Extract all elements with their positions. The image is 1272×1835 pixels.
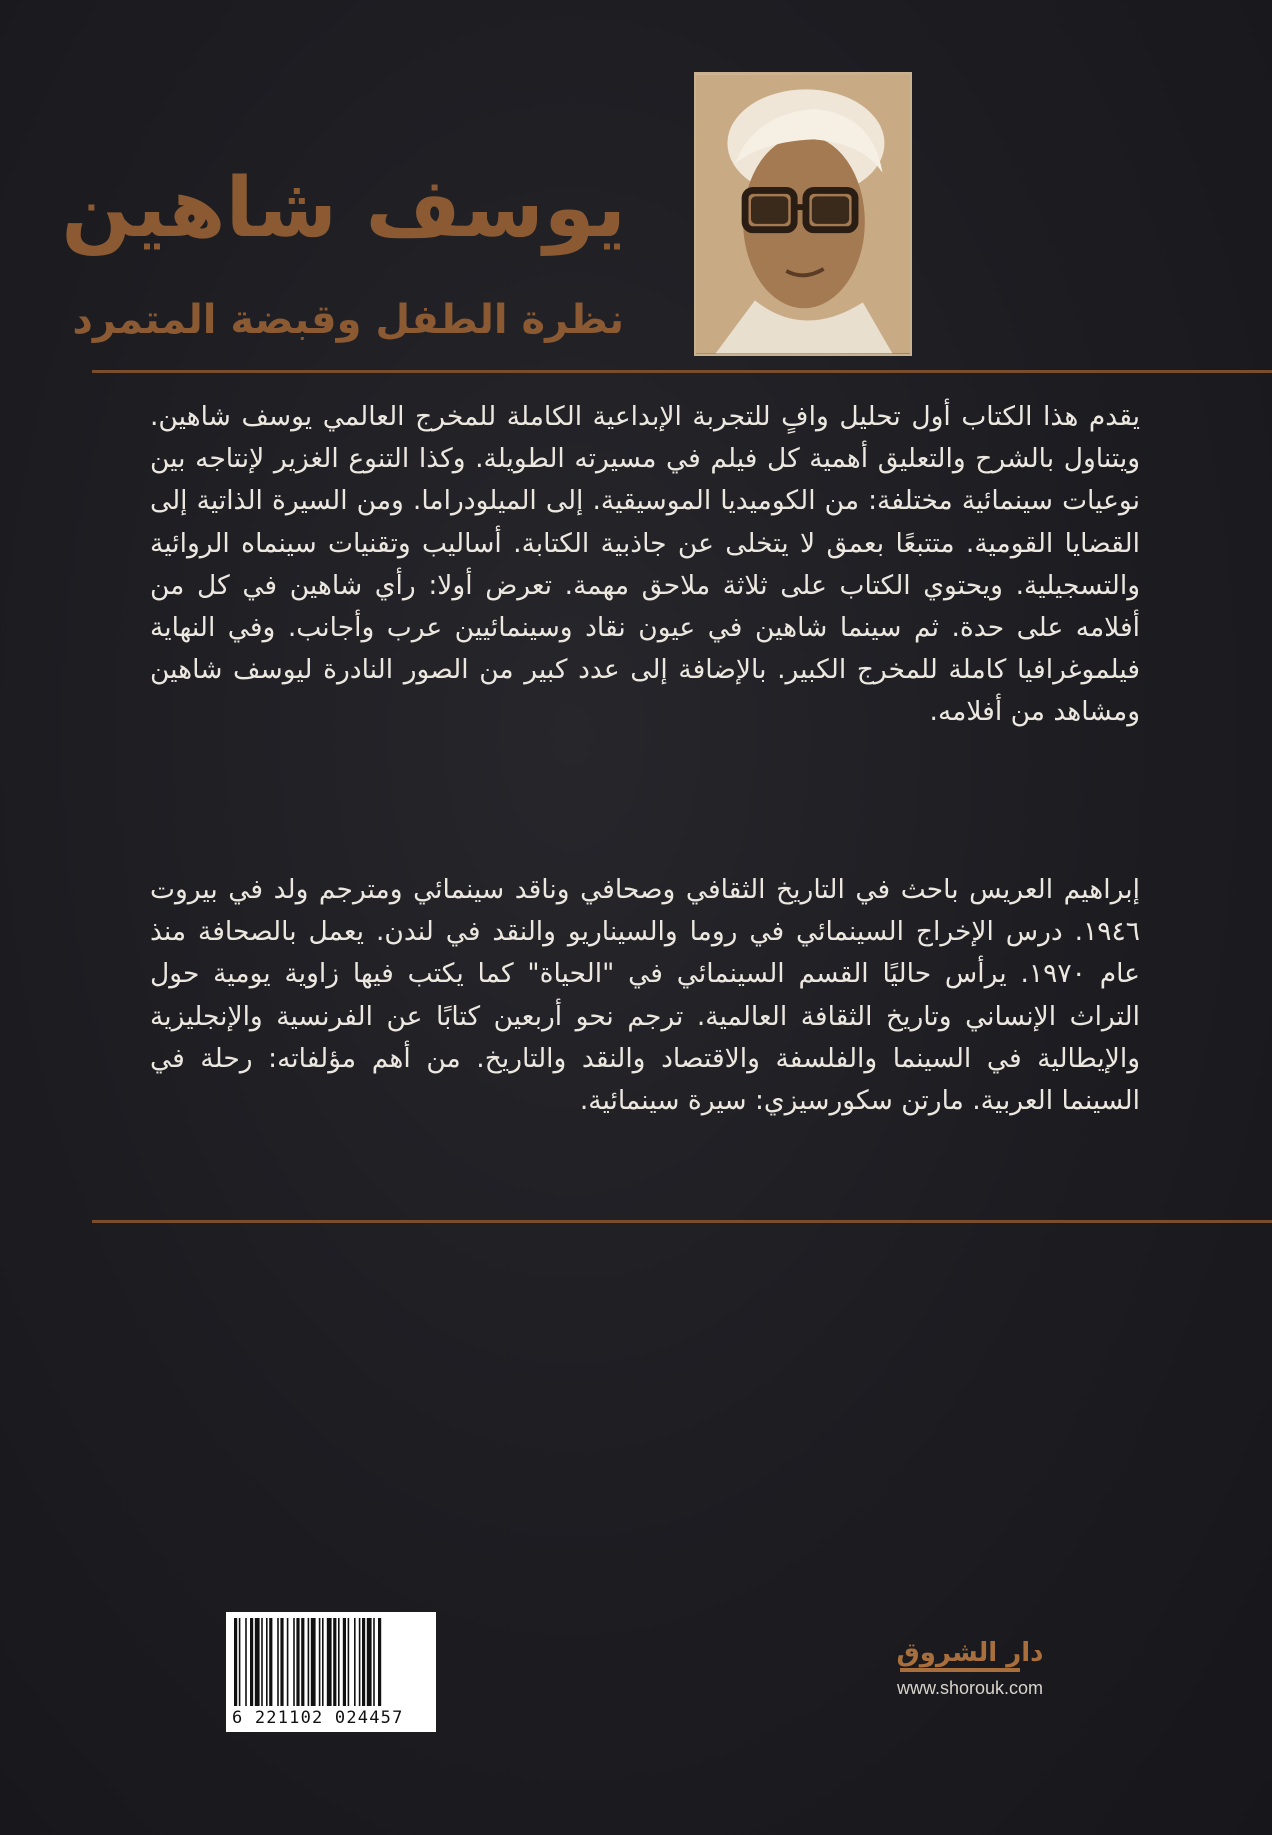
barcode-bar — [296, 1618, 299, 1706]
barcode-bar — [333, 1618, 336, 1706]
barcode-bar — [362, 1618, 365, 1706]
barcode-bar — [293, 1618, 295, 1706]
barcode-bar — [327, 1618, 332, 1706]
book-description: يقدم هذا الكتاب أول تحليل وافٍ للتجربة الإبداعية الكاملة للمخرج العالمي يوسف شاهين. ويتناول بالشرح والتعليق أهمية كل فيلم في مسيرته الطويلة. وكذا التنوع الغزير لإنتاجه بين نوعيات سينمائية مختلفة: من الكوميديا الموسيقية. إلى الميلودراما. ومن السيرة الذاتية إلى القضايا القومية. متتبعًا بعمق لا يتخلى عن جاذبية الكتابة. أساليب وتقنيات سينماه الروائية والتسجيلية. ويحتوي الكتاب على ثلاثة ملاحق مهمة. تعرض أولا: رأي شاهين في كل من أفلامه على حدة. ثم سينما شاهين في عيون نقاد وسينمائيين عرب وأجانب. وفي النهاية فيلموغرافيا كاملة للمخرج الكبير. بالإضافة إلى عدد كبير من الصور النادرة ليوسف شاهين ومشاهد من أفلامه. — [150, 401, 1140, 728]
barcode-bar — [245, 1618, 247, 1706]
barcode-bar — [322, 1618, 324, 1706]
book-title: يوسف شاهين — [61, 161, 626, 256]
barcode-bar — [301, 1618, 304, 1706]
barcode-bar — [266, 1618, 268, 1706]
barcode-bar — [348, 1618, 350, 1706]
barcode-bar — [239, 1618, 241, 1706]
barcode-bar — [287, 1618, 289, 1706]
barcode-bar — [319, 1618, 321, 1706]
publisher-url: www.shorouk.com — [896, 1678, 1044, 1698]
author-bio: إبراهيم العريس باحث في التاريخ الثقافي وصحافي وناقد سينمائي ومترجم ولد في بيروت ١٩٤٦. درس الإخراج السينمائي في روما والسيناريو والنقد في لندن. يعمل بالصحافة منذ عام ١٩٧٠. يرأس حاليًا القسم السينمائي في "الحياة" كما يكتب فيها زاوية يومية حول التراث الإنساني وتاريخ الثقافة العالمية. ترجم نحو أربعين كتابًا عن الفرنسية والإنجليزية والإيطالية في السينما والفلسفة والاقتصاد والنقد والتاريخ. من أهم مؤلفاته: رحلة في السينما العربية. مارتن سكورسيزي: سيرة سينمائية. — [150, 874, 1140, 1117]
divider-bottom — [92, 1220, 1272, 1223]
barcode-bar — [343, 1618, 346, 1706]
publisher-logo — [880, 1640, 1060, 1699]
barcode-bar — [338, 1618, 340, 1706]
barcode-bar — [311, 1618, 316, 1706]
barcode-bar — [261, 1618, 263, 1706]
barcode-number: 6 221102 024457 — [232, 1708, 404, 1728]
publisher-name: دار الشروق — [896, 1638, 1044, 1668]
publisher-underline — [900, 1668, 1020, 1672]
isbn-barcode — [226, 1612, 436, 1732]
barcode-bar — [373, 1618, 375, 1706]
portrait-illustration — [696, 74, 910, 354]
barcode-bar — [277, 1618, 279, 1706]
barcode-bar — [354, 1618, 356, 1706]
author-portrait — [694, 72, 912, 356]
barcode-bar — [255, 1618, 260, 1706]
divider-top — [92, 370, 1272, 373]
barcode-bar — [269, 1618, 272, 1706]
barcode-bar — [250, 1618, 253, 1706]
barcode-bar — [378, 1618, 381, 1706]
book-subtitle: نظرة الطفل وقبضة المتمرد — [72, 297, 624, 343]
barcode-bars — [232, 1618, 430, 1706]
barcode-bar — [308, 1618, 310, 1706]
barcode-bar — [280, 1618, 283, 1706]
barcode-bar — [234, 1618, 237, 1706]
barcode-bar — [359, 1618, 361, 1706]
barcode-bar — [367, 1618, 372, 1706]
